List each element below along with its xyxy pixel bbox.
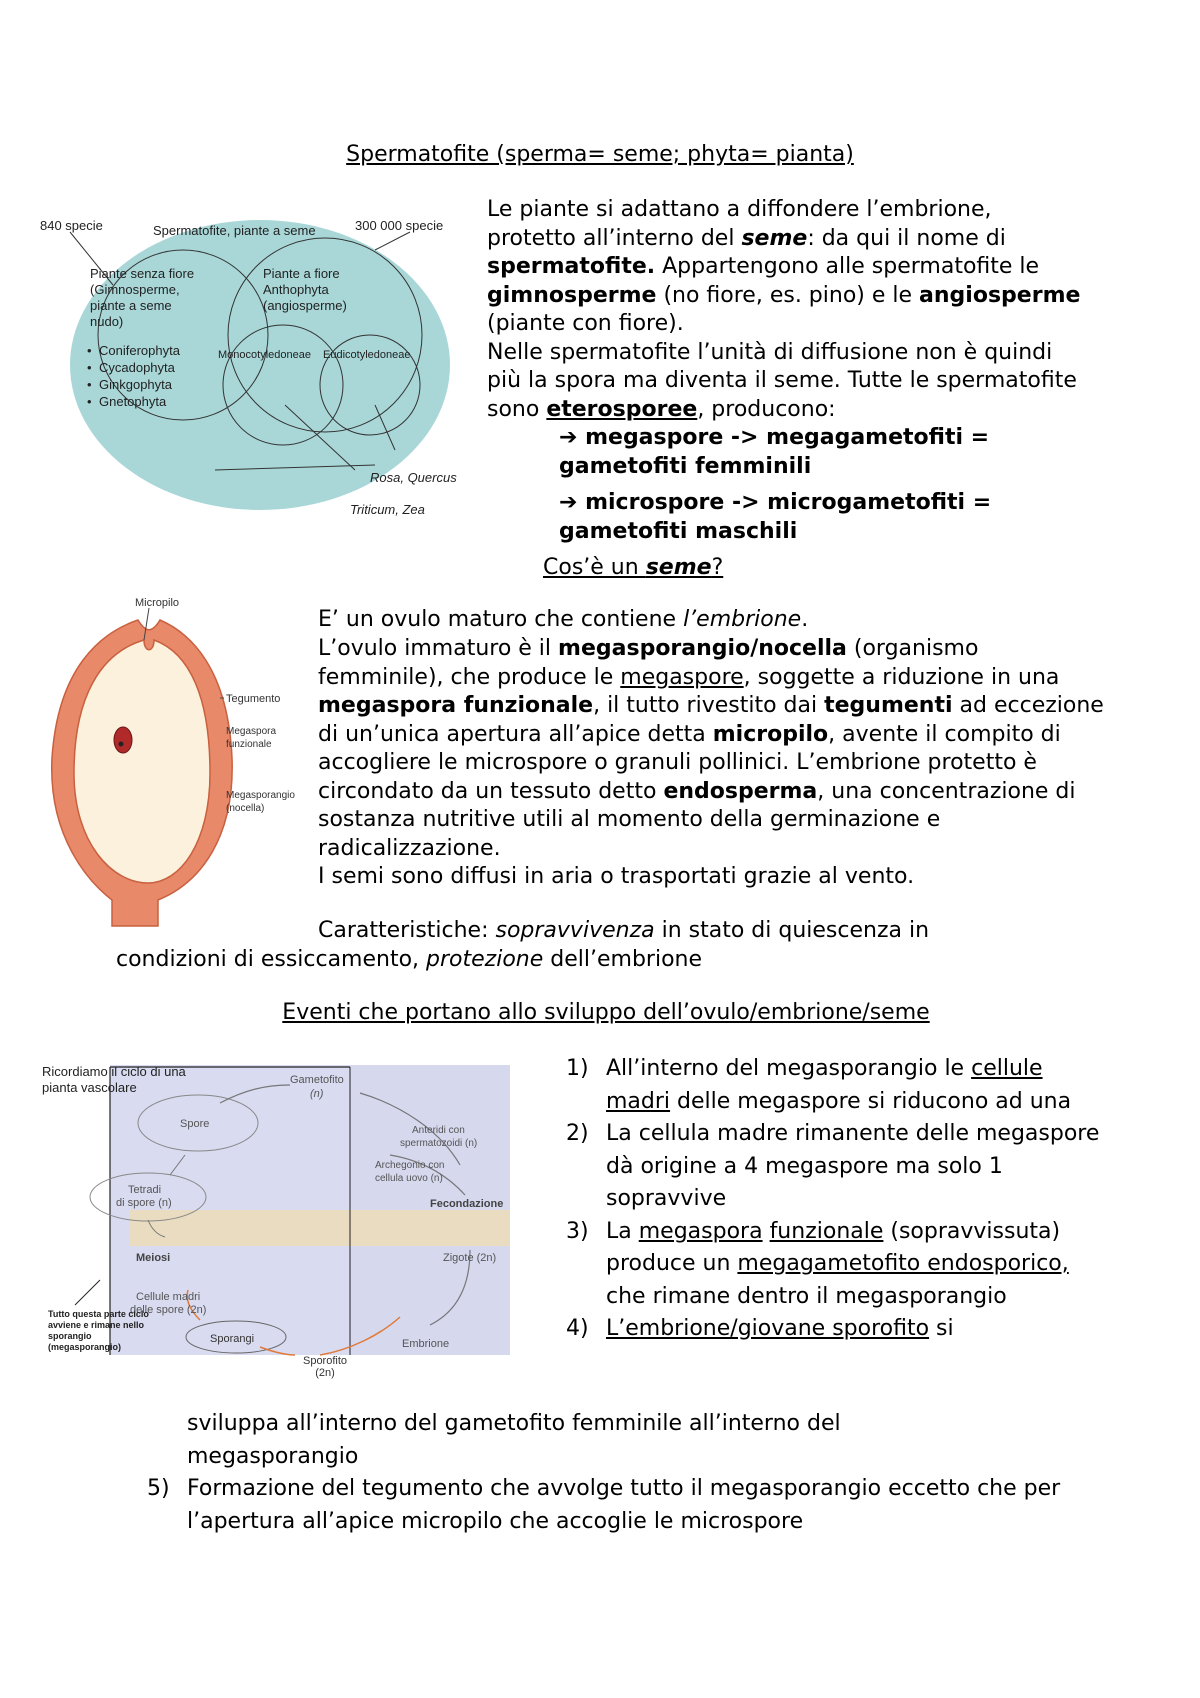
megaspora-cell: [114, 727, 132, 753]
fig1-bullet: •: [87, 377, 92, 392]
fig1-left-label: Piante senza fiore: [90, 266, 195, 281]
fig3-embrione: Embrione: [402, 1338, 450, 1350]
fig3-sporofito-ploidy: (2n): [315, 1367, 335, 1379]
fig3-archegonio: cellula uovo (n): [375, 1173, 443, 1184]
fig1-example-mono: Triticum, Zea: [350, 502, 425, 517]
fig1-bullet-label: Ginkgophyta: [99, 377, 172, 392]
fig1-eudicot-label: Eudicotyledoneae: [323, 349, 411, 361]
fig3-cellule-madri: delle spore (2n): [130, 1304, 207, 1316]
arrow-microspore: ➔ microspore -> microgametofiti = gametofiti maschili: [559, 490, 992, 544]
fig3-sporofito: [295, 1355, 355, 1379]
fig1-bullet: •: [87, 343, 92, 358]
intro-paragraph: Le piante si adattano a diffondere l’embrione, protetto all’interno del seme: da qui il nome di spermatofite. Appartengono alle spermatofite le gimnosperme (no fiore, es. pino) e le angiosperme (piante con fiore). Nelle spermatofite l’unità di diffusione non è quindi più la spora ma diventa il seme. Tutte le spermatofite sono eterosporee, producono:: [487, 197, 1081, 422]
step-item: 3) La megaspora funzionale (sopravvissuta) produce un megagametofito endosporico, che rimane dentro il megasporangio: [566, 1218, 1069, 1309]
fig1-bullet-label: Coniferophyta: [99, 343, 180, 358]
caratteristiche-line1: Caratteristiche: sopravvivenza in stato di quiescenza in: [318, 918, 930, 943]
label-megasporangio: (nocella): [226, 803, 265, 814]
caratteristiche-line2: condizioni di essiccamento, protezione dell’embrione: [116, 947, 703, 972]
fig1-bullet-label: Cycadophyta: [99, 360, 175, 375]
fig3-gametofito: Gametofito: [290, 1074, 344, 1086]
meiosis-band: [130, 1210, 510, 1246]
fig1-right-label: (angiosperme): [263, 298, 347, 313]
ovulo-paragraph: L’ovulo immaturo è il megasporangio/nocella (organismo femminile), che produce le megaspore, soggette a riduzione in una megaspora funzionale, il tutto rivestito dai tegumenti ad eccezione di un’unica apertura all’apice detta micropilo, avente il compito di accogliere le microspore o granuli pollinici. L’embrione protetto è circondato da un tessuto detto endosperma, una concentrazione di sostanza nutritive utili al momento della germinazione e radicalizzazione. I semi sono diffusi in aria o trasportati grazie al vento.: [318, 636, 1104, 889]
step-item: 4) L’embrione/giovane sporofito si: [566, 1316, 954, 1341]
fig1-bullet: •: [87, 394, 92, 409]
fig1-right-count: 300 000 specie: [355, 218, 444, 233]
fig1-left-label: nudo): [90, 314, 124, 329]
label-tegumento: Tegumento: [226, 693, 281, 705]
fig3-fecondazione: Fecondazione: [430, 1198, 504, 1210]
fig3-sporangi: Sporangi: [210, 1333, 255, 1345]
fig1-left-count: 840 specie: [40, 218, 103, 233]
fig1-left-label: (Gimnosperme,: [90, 282, 180, 297]
fig1-left-label: piante a seme: [90, 298, 172, 313]
step-5: 5) Formazione del tegumento che avvolge tutto il megasporangio eccetto che per l’apertura all’apice micropilo che accoglie le microspore: [147, 1476, 1061, 1534]
ovule-diagram: [40, 598, 310, 928]
label-megaspora: funzionale: [226, 739, 272, 750]
fig3-meiosi: Meiosi: [136, 1252, 171, 1264]
fig3-note: sporangio: [48, 1331, 92, 1341]
fig1-right-label: Piante a fiore: [263, 266, 340, 281]
ovulo-intro-line: E’ un ovulo maturo che contiene l’embrione.: [318, 607, 809, 632]
fig3-ploidy: (n): [310, 1088, 324, 1100]
label-micropilo: Micropilo: [135, 598, 180, 609]
step-item: 1) All’interno del megasporangio le cellule madri delle megaspore si riducono ad una: [566, 1056, 1072, 1114]
fig3-intro-label: Ricordiamo il ciclo di una: [42, 1064, 186, 1079]
fig3-note: avviene e rimane nello: [48, 1320, 145, 1330]
steps-list-right: [566, 1053, 1106, 1346]
question-heading: Cos’è un seme?: [543, 555, 724, 580]
fig1-bullet-label: Gnetophyta: [99, 394, 167, 409]
fig3-intro-label: pianta vascolare: [42, 1080, 137, 1095]
spermatofite-diagram: [35, 210, 475, 530]
fig3-tetradi: di spore (n): [116, 1197, 172, 1209]
fig3-note: Tutto questa parte ciclo: [48, 1309, 149, 1319]
fig3-tetradi: Tetradi: [128, 1184, 162, 1196]
label-megasporangio: Megasporangio: [226, 790, 295, 801]
fig3-sporofito-label: Sporofito: [302, 1355, 348, 1367]
page-title: Spermatofite (sperma= seme; phyta= pianta): [346, 142, 854, 167]
fig3-spore: Spore: [180, 1118, 210, 1130]
section-title-eventi: Eventi che portano allo sviluppo dell’ovulo/embrione/seme: [282, 1000, 930, 1025]
fig3-archegonio: Archegonio con: [375, 1160, 445, 1171]
fig1-bullet: •: [87, 360, 92, 375]
fig1-example-angio: Rosa, Quercus: [370, 470, 457, 485]
step-4-continuation: sviluppa all’interno del gametofito femminile all’interno del megasporangio: [187, 1411, 841, 1469]
fig1-outer-label: Spermatofite, piante a seme: [153, 223, 316, 238]
fig3-anteridi: spermatozoidi (n): [400, 1138, 478, 1149]
life-cycle-diagram: [40, 1055, 520, 1365]
fig3-cellule-madri: Cellule madri: [136, 1291, 201, 1303]
arrow-megaspore: ➔ megaspore -> megagametofiti = gametofiti femminili: [559, 425, 990, 479]
fig1-monocot-label: Monocotyledoneae: [218, 349, 311, 361]
step-item: 2) La cellula madre rimanente delle megaspore dà origine a 4 megaspore ma solo 1 sopravvive: [566, 1121, 1100, 1211]
fig1-right-label: Anthophyta: [263, 282, 329, 297]
label-megaspora: Megaspora: [226, 726, 277, 737]
fig3-anteridi: Anteridi con: [412, 1125, 465, 1136]
fig3-note: (megasporangio): [48, 1342, 122, 1352]
fig3-zigote: Zigote (2n): [443, 1252, 497, 1264]
